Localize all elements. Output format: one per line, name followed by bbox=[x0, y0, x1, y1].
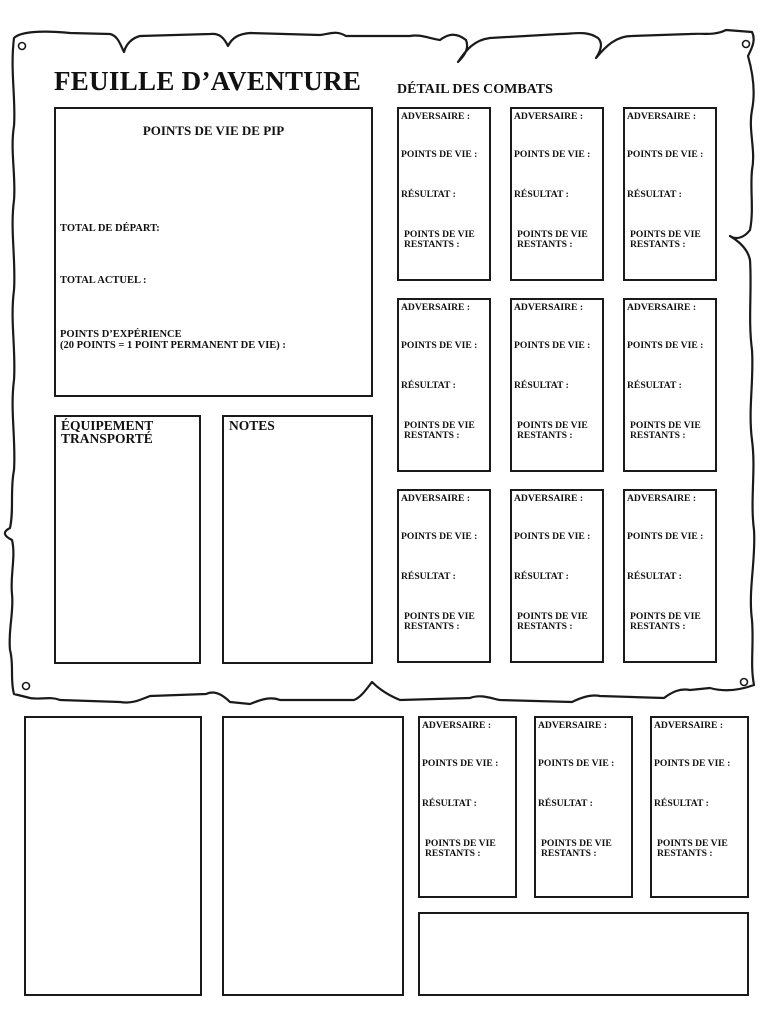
equipment-heading-line1: ÉQUIPEMENT bbox=[61, 418, 154, 433]
opponent-label: ADVERSAIRE : bbox=[514, 111, 584, 122]
result-label: RÉSULTAT : bbox=[401, 380, 456, 391]
result-label: RÉSULTAT : bbox=[401, 571, 456, 582]
remaining-hit-points-label bbox=[657, 839, 728, 859]
combat-card[interactable] bbox=[623, 298, 717, 472]
extra-blank-box[interactable] bbox=[418, 912, 749, 996]
opponent-label: ADVERSAIRE : bbox=[627, 493, 697, 504]
opponent-label: ADVERSAIRE : bbox=[514, 302, 584, 313]
remaining-label-line2: RESTANTS : bbox=[517, 239, 573, 250]
remaining-label-line2: RESTANTS : bbox=[541, 848, 597, 859]
remaining-label-line2: RESTANTS : bbox=[404, 430, 460, 441]
remaining-label-line1: POINTS DE VIE bbox=[517, 229, 588, 240]
result-label: RÉSULTAT : bbox=[422, 798, 477, 809]
opponent-label: ADVERSAIRE : bbox=[627, 302, 697, 313]
remaining-label-line1: POINTS DE VIE bbox=[404, 420, 475, 431]
hit-points-label: POINTS DE VIE : bbox=[401, 531, 478, 542]
remaining-label-line1: POINTS DE VIE bbox=[657, 838, 728, 849]
opponent-label: ADVERSAIRE : bbox=[422, 720, 492, 731]
remaining-label-line2: RESTANTS : bbox=[404, 621, 460, 632]
remaining-label-line2: RESTANTS : bbox=[630, 621, 686, 632]
remaining-label-line2: RESTANTS : bbox=[657, 848, 713, 859]
start-total-label: TOTAL DE DÉPART: bbox=[60, 223, 160, 234]
hit-points-label: POINTS DE VIE : bbox=[401, 149, 478, 160]
extra-notes-box[interactable] bbox=[222, 716, 404, 996]
result-label: RÉSULTAT : bbox=[627, 380, 682, 391]
combat-card[interactable] bbox=[397, 489, 491, 663]
hit-points-box[interactable] bbox=[54, 107, 373, 397]
result-label: RÉSULTAT : bbox=[654, 798, 709, 809]
combat-card[interactable] bbox=[510, 298, 604, 472]
remaining-hit-points-label bbox=[404, 421, 475, 441]
result-label: RÉSULTAT : bbox=[514, 189, 569, 200]
remaining-label-line1: POINTS DE VIE bbox=[630, 611, 701, 622]
remaining-hit-points-label bbox=[404, 230, 475, 250]
combat-card[interactable] bbox=[510, 489, 604, 663]
remaining-hit-points-label bbox=[425, 839, 496, 859]
remaining-label-line1: POINTS DE VIE bbox=[517, 611, 588, 622]
opponent-label: ADVERSAIRE : bbox=[401, 302, 471, 313]
hit-points-label: POINTS DE VIE : bbox=[627, 149, 704, 160]
notes-box[interactable] bbox=[222, 415, 373, 664]
hit-points-label: POINTS DE VIE : bbox=[422, 758, 499, 769]
equipment-heading bbox=[61, 419, 153, 445]
remaining-label-line1: POINTS DE VIE bbox=[404, 229, 475, 240]
equipment-box[interactable] bbox=[54, 415, 201, 664]
remaining-label-line2: RESTANTS : bbox=[425, 848, 481, 859]
opponent-label: ADVERSAIRE : bbox=[538, 720, 608, 731]
remaining-hit-points-label bbox=[630, 612, 701, 632]
result-label: RÉSULTAT : bbox=[538, 798, 593, 809]
remaining-hit-points-label bbox=[404, 612, 475, 632]
opponent-label: ADVERSAIRE : bbox=[654, 720, 724, 731]
experience-label: POINTS D’EXPÉRIENCE bbox=[60, 329, 182, 340]
hit-points-label: POINTS DE VIE : bbox=[514, 531, 591, 542]
combat-card[interactable] bbox=[397, 107, 491, 281]
remaining-label-line1: POINTS DE VIE bbox=[425, 838, 496, 849]
current-total-label: TOTAL ACTUEL : bbox=[60, 275, 147, 286]
hit-points-label: POINTS DE VIE : bbox=[627, 340, 704, 351]
remaining-label-line2: RESTANTS : bbox=[630, 430, 686, 441]
remaining-label-line1: POINTS DE VIE bbox=[517, 420, 588, 431]
hit-points-label: POINTS DE VIE : bbox=[401, 340, 478, 351]
remaining-hit-points-label bbox=[517, 230, 588, 250]
hit-points-label: POINTS DE VIE : bbox=[654, 758, 731, 769]
result-label: RÉSULTAT : bbox=[401, 189, 456, 200]
remaining-hit-points-label bbox=[541, 839, 612, 859]
result-label: RÉSULTAT : bbox=[627, 571, 682, 582]
combat-card[interactable] bbox=[510, 107, 604, 281]
opponent-label: ADVERSAIRE : bbox=[627, 111, 697, 122]
remaining-hit-points-label bbox=[517, 421, 588, 441]
combat-card[interactable] bbox=[623, 107, 717, 281]
combat-card[interactable] bbox=[418, 716, 517, 898]
combat-card[interactable] bbox=[397, 298, 491, 472]
result-label: RÉSULTAT : bbox=[627, 189, 682, 200]
result-label: RÉSULTAT : bbox=[514, 571, 569, 582]
remaining-label-line2: RESTANTS : bbox=[517, 621, 573, 632]
remaining-label-line2: RESTANTS : bbox=[517, 430, 573, 441]
remaining-label-line2: RESTANTS : bbox=[404, 239, 460, 250]
remaining-hit-points-label bbox=[630, 421, 701, 441]
remaining-hit-points-label bbox=[630, 230, 701, 250]
remaining-label-line1: POINTS DE VIE bbox=[630, 229, 701, 240]
hit-points-label: POINTS DE VIE : bbox=[514, 149, 591, 160]
remaining-label-line1: POINTS DE VIE bbox=[630, 420, 701, 431]
opponent-label: ADVERSAIRE : bbox=[401, 493, 471, 504]
opponent-label: ADVERSAIRE : bbox=[514, 493, 584, 504]
hit-points-label: POINTS DE VIE : bbox=[514, 340, 591, 351]
combat-card[interactable] bbox=[534, 716, 633, 898]
result-label: RÉSULTAT : bbox=[514, 380, 569, 391]
combat-card[interactable] bbox=[650, 716, 749, 898]
remaining-label-line1: POINTS DE VIE bbox=[404, 611, 475, 622]
remaining-hit-points-label bbox=[517, 612, 588, 632]
notes-heading: NOTES bbox=[229, 418, 275, 433]
hit-points-heading: POINTS DE VIE DE PIP bbox=[142, 123, 285, 138]
equipment-heading-line2: TRANSPORTÉ bbox=[61, 431, 153, 446]
extra-equipment-box[interactable] bbox=[24, 716, 202, 996]
hit-points-label: POINTS DE VIE : bbox=[627, 531, 704, 542]
combat-card[interactable] bbox=[623, 489, 717, 663]
opponent-label: ADVERSAIRE : bbox=[401, 111, 471, 122]
sheet-title: FEUILLE D’AVENTURE bbox=[54, 66, 362, 96]
experience-note: (20 POINTS = 1 POINT PERMANENT DE VIE) : bbox=[60, 340, 286, 351]
remaining-label-line1: POINTS DE VIE bbox=[541, 838, 612, 849]
remaining-label-line2: RESTANTS : bbox=[630, 239, 686, 250]
combat-section-title: DÉTAIL DES COMBATS bbox=[397, 82, 553, 97]
hit-points-label: POINTS DE VIE : bbox=[538, 758, 615, 769]
